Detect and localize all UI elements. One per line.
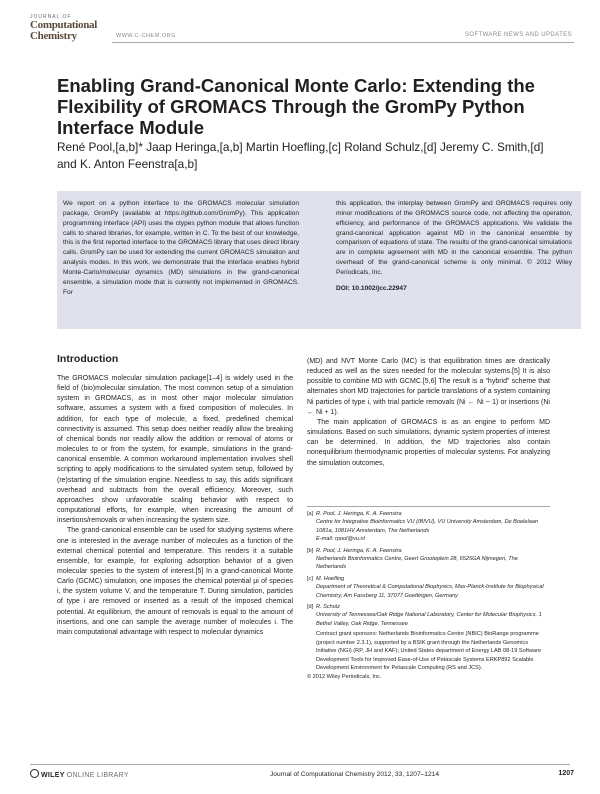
- wiley-online-library-logo[interactable]: [30, 769, 129, 779]
- affiliation-authors: R. Schulz: [316, 604, 340, 611]
- affiliation-rule: [307, 506, 550, 507]
- journal-logo: [30, 14, 102, 42]
- page-number: 1207: [558, 770, 574, 777]
- affiliation-label: [d]: [307, 604, 314, 611]
- intro-paragraph-4: The main application of GROMACS is as an engine to perform MD simulations. Based on such simulations, dynamic system properties of interest can be determined. In addition, the MD trajectories also contain nonequilibrium thermodynamic properties of molecular systems. For analyzing the simulation outcomes,: [307, 418, 550, 467]
- affiliation-address: Netherlands Bioinformatics Centre, Geert Grooteplein 28, 6525GA Nijmegen, The Netherlands: [316, 556, 518, 571]
- footer-rule: [30, 764, 570, 765]
- logo-line-3: Chemistry: [30, 30, 77, 42]
- doi-link[interactable]: DOI: 10.1002/jcc.22947: [336, 284, 407, 292]
- section-label: SOFTWARE NEWS AND UPDATES: [464, 32, 572, 38]
- left-column: [57, 374, 293, 638]
- affiliation-address: Centre for Integrative Bioinformatics VU (IBIVU), VU University Amsterdam, De Boelelaan 1081a, 1081HV Amsterdam, The Netherlands: [316, 519, 539, 534]
- header-rule: [112, 42, 574, 43]
- logo-line-1: JOURNAL OF: [30, 14, 72, 20]
- website-link[interactable]: WWW.C-CHEM.ORG: [116, 33, 176, 39]
- abstract-box: [57, 191, 581, 329]
- page-header: [0, 0, 600, 78]
- intro-paragraph-1: The GROMACS molecular simulation package[1–4] is widely used in the field of (bio)molecular simulation. The most common setup of a simulation system in GROMACS, as in most other major molecular simulation software, assumes a system with a fixed composition of molecules. In addition, for each type of molecule, a fixed, predefined chemical connectivity is assumed. This setup does neither readily allow the breaking of chemical bonds nor readily allow the addition or removal of atoms or molecules to or from the system, for example, simulations in the grand-canonical ensemble. A common workaround implementation involves shell scripting to apply modifications to the simulated system setup, followed by (re)starting of the simulation engine. Needless to say, this adds significant overhead and subtracts from the overall efficiency. Moreover, such approaches show unfavorable scaling behavior with respect to computational efforts, for example, when increasing the amount of insertions/removals or when increasing the system size.: [57, 375, 293, 525]
- section-heading-introduction: Introduction: [57, 353, 119, 365]
- affiliation-a: [307, 510, 547, 544]
- journal-citation: Journal of Computational Chemistry 2012, 33, 1207–1214: [270, 771, 439, 778]
- wiley-icon: [30, 769, 39, 778]
- affiliation-authors: R. Pool, J. Heringa, K. A. Feenstra: [316, 511, 402, 517]
- affiliation-authors: M. Hoefling: [316, 575, 345, 582]
- copyright-notice: © 2012 Wiley Periodicals, Inc.: [307, 674, 382, 681]
- intro-paragraph-3: (MD) and NVT Monte Carlo (MC) is that equilibration times are drastically reduced as well as the sizes needed for the molecular systems.[5] It is also possible to combine MD with GCMC.[5,6] The result is a “hybrid” scheme that alternates short MD trajectories for particle translations of a system containing Ni particles of type i, with trial particle removals (Ni ← Ni − 1) or insertions (Ni ← Ni + 1).: [307, 358, 550, 416]
- article-title: Enabling Grand-Canonical Monte Carlo: Extending the Flexibility of GROMACS Through the GromPy Python Interface Module: [57, 75, 535, 138]
- abstract-column-1: We report on a python interface to the GROMACS molecular simulation package, GromPy (available at https://github.com/GromPy). This application programming interface (API) uses the ctypes python module that allows function calls to shared libraries, for example, written in C. To the best of our knowledge, this is the first reported interface to the GROMACS library that uses direct library calls. GromPy can be used for extending the current GROMACS simulation and analysis modes. In this work, we demonstrate that the interface enables hybrid Monte-Carlo/molecular dynamics (MD) simulations in the grand-canonical ensemble, a simulation mode that is currently not implemented in GROMACS. For: [63, 200, 299, 296]
- affiliation-d: [307, 603, 547, 628]
- right-column: [307, 357, 550, 469]
- abstract-column-2: [336, 199, 572, 294]
- affiliation-address: University of Tennessee/Oak Ridge National Laboratory, Center for Molecular Biophysics, 1 Bethel Valley, Oak Ridge, Tennessee: [316, 612, 542, 627]
- author-list: [57, 139, 577, 173]
- logo-line-2: Computational: [30, 19, 97, 31]
- grant-sponsors: Contract grant sponsors: Netherlands Bioinformatics Centre (NBIC) BioRange programme (project number 2.3.1), supported by a BSIK grant through the Netherlands Genomics Initiative (NGI) (RP, JH and KAF); United States department of Energy LAB 08-19 Software Development Tools for Improved Ease-of-Use of Petascale Systems ERKP892 Scalable Development Environment for Petascale Computing (RS and JCS).: [316, 631, 541, 671]
- affiliation-c: [307, 575, 547, 600]
- affiliation-label: [c]: [307, 575, 313, 582]
- affiliation-address: Department of Theoretical & Computational Biophysics, Max-Planck-Institute for Biophysical Chemistry, Am Fassberg 11, 37077 Goettingen, Germany: [316, 584, 544, 599]
- intro-paragraph-2: The grand-canonical ensemble can be used for studying systems where one is interested in the average number of molecules as a function of the external chemical potential and temperature. This renders it a suitable ensemble, for example, for exploring adsorption behavior of a given molecular species to the system of interest.[5] In a grand-canonical Monte Carlo (GCMC) simulation, one imposes the chemical potential μi of species i, the system volume V, and the temperature T. During simulation, particles of type i are removed or inserted as a result of the imposed chemical potential. At equilibrium, the amount of removals is equal to the amount of insertions, and one can sample the average number of molecules i. The main computational advantage with respect to molecular dynamics: [57, 527, 293, 636]
- abstract-column-2-text: this application, the interplay between GromPy and GROMACS requires only minor modifications of the GROMACS source code, not affecting the operation, efficiency, and performance of the GROMACS applications. We validate the grand-canonical application against MD in the canonical ensemble by comparison of equations of state. The results of the grand-canonical simulations are in complete agreement with MD in the canonical ensemble. The python overhead of the grand-canonical scheme is only minimal. © 2012 Wiley Periodicals, Inc.: [336, 200, 572, 276]
- wiley-wordmark: WILEY: [41, 772, 65, 779]
- online-library-wordmark: ONLINE LIBRARY: [66, 772, 129, 779]
- affiliation-label: [b]: [307, 547, 314, 554]
- affiliation-label: [a]: [307, 511, 314, 517]
- authors-line-1: René Pool,[a,b]* Jaap Heringa,[a,b] Martin Hoefling,[c] Roland Schulz,[d] Jeremy C. Smith,[d]: [57, 140, 544, 154]
- affiliation-authors: R. Pool, J. Heringa, K. A. Feenstra: [316, 547, 402, 554]
- affiliation-b: [307, 547, 547, 572]
- affiliations-block: [307, 510, 547, 682]
- authors-line-2: and K. Anton Feenstra[a,b]: [57, 157, 198, 171]
- affiliation-email[interactable]: E-mail: rpool@vu.nl: [316, 536, 365, 543]
